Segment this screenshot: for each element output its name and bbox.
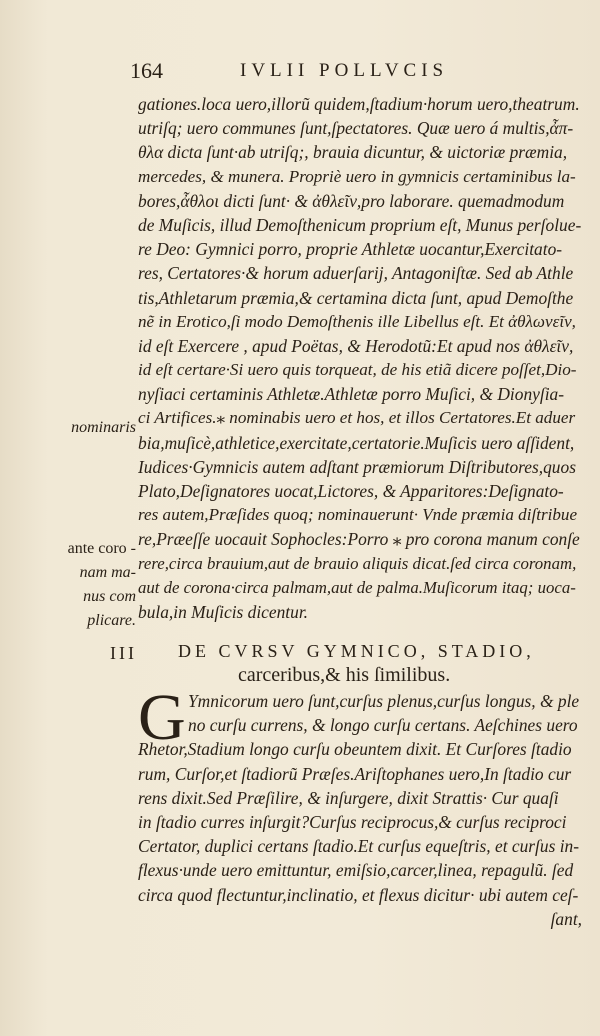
text-line: tis,Athletarum præmia,& certamina dicta ſunt, apud Demoſthe bbox=[138, 287, 574, 308]
text-line: ſant, bbox=[550, 908, 582, 929]
text-line: re,Præeſſe uocauit Sophocles:Porro ⁎ pro corona manum conſe bbox=[138, 529, 580, 550]
margin-note: nam ma- bbox=[79, 564, 136, 581]
text-line: re Deo: Gymnici porro, proprie Athletæ uocantur,Exercitato- bbox=[138, 239, 563, 260]
text-line: no curſu currens, & longo curſu certans. Aeſchines uero bbox=[188, 715, 578, 736]
text-line: de Muſicis, illud Demoſthenicum proprium eſt, Munus perſolue- bbox=[138, 214, 582, 235]
text-line: id eſt Exercere , apud Poëtas, & Herodotũ:Et apud nos ἀθλεῖν, bbox=[138, 335, 574, 356]
text-line: utriſq; uero communes ſunt,ſpectatores. Quæ uero á multis,ἆπ- bbox=[138, 118, 574, 139]
text-line: bores,ἆθλοι dicti ſunt· & ἀθλεῖν,pro laborare. quemadmodum bbox=[138, 190, 565, 211]
section-subtitle: carceribus,& his ſimilibus. bbox=[238, 664, 451, 686]
running-head: IVLII POLLVCIS bbox=[240, 60, 449, 81]
section-title: DE CVRSV GYMNICO, STADIO, bbox=[178, 641, 535, 661]
text-line: bula,in Muſicis dicentur. bbox=[138, 601, 309, 622]
text-line: res autem,Præſides quoq; nominauerunt· Vnde præmia diſtribue bbox=[138, 505, 578, 525]
text-line: nyſiaci certaminis Athletæ.Athletæ porro Muſici, & Dionyſia- bbox=[138, 384, 565, 405]
text-line: res, Certatores·& horum aduerſarij, Antagoniſtæ. Sed ab Athle bbox=[138, 263, 574, 284]
text-block-upper bbox=[138, 92, 582, 624]
margin-note: nus com bbox=[83, 588, 136, 605]
margin-note: plicare. bbox=[87, 612, 136, 629]
text-line: Certator, duplici certans ſtadio.Et curſus equeſtris, et curſus in- bbox=[138, 836, 580, 857]
section-number: III bbox=[110, 643, 137, 663]
text-line: in ſtadio curres inſurgit?Curſus reciprocus,& curſus reciproci bbox=[138, 811, 567, 832]
margin-note: ante coro - bbox=[67, 540, 136, 557]
text-line: Ymnicorum uero ſunt,curſus plenus,curſus longus, & ple bbox=[188, 691, 580, 711]
page-header bbox=[130, 58, 550, 92]
text-line: rum, Curſor,et ſtadiorũ Præſes.Ariſtophanes uero,In ſtadio cur bbox=[138, 763, 572, 784]
text-line: mercedes, & munera. Propriè uero in gymnicis certaminibus la- bbox=[138, 166, 576, 186]
text-line: θλα dicta ſunt·ab utriſq;, brauia dicuntur, & uictoriæ præmia, bbox=[138, 142, 568, 163]
text-line: aut de corona·circa palmam,aut de palma.Muſicorum itaq; uoca- bbox=[138, 577, 576, 597]
text-line: id eſt certare·Si uero quis torqueat, de his etiã dicere poſſet,Dio- bbox=[138, 360, 577, 380]
text-line: rere,circa brauium,aut de brauio aliquis dicat.ſed circa coronam, bbox=[138, 553, 577, 573]
drop-cap: G bbox=[138, 681, 186, 754]
text-line: Iudices·Gymnicis autem adſtant præmiorum Diſtributores,quos bbox=[138, 456, 576, 477]
text-line: rens dixit.Sed Præſilire, & inſurgere, dixit Strattis· Cur quaſi bbox=[138, 787, 559, 808]
text-line: circa quod flectuntur,inclinatio, et flexus dicitur· ubi autem ceſ- bbox=[138, 884, 579, 905]
page-number: 164 bbox=[130, 58, 163, 83]
text-line: bia,muſicè,athletice,exercitate,certatorie.Muſicis uero aſſident, bbox=[138, 432, 575, 453]
margin-note: nominaris bbox=[71, 419, 136, 436]
text-line: Rhetor,Stadium longo curſu obeuntem dixit. Et Curſores ſtadio bbox=[138, 739, 572, 760]
text-line: Plato,Deſignatores uocat,Lictores, & Apparitores:Deſignato- bbox=[138, 481, 564, 501]
text-line: nẽ in Erotico,ſi modo Demoſthenis ille Libellus eſt. Et ἀθλωνεῖν, bbox=[138, 311, 576, 331]
text-block-lower bbox=[138, 689, 582, 931]
text-line: gationes.loca uero,illorũ quidem,ſtadium·horum uero,theatrum. bbox=[138, 94, 580, 114]
text-line: flexus·unde uero emittuntur, emiſsio,carcer,linea, repagulũ. ſed bbox=[138, 860, 574, 881]
text-line: ci Artifices.⁎ nominabis uero et hos, et illos Certatores.Et aduer bbox=[138, 408, 576, 428]
